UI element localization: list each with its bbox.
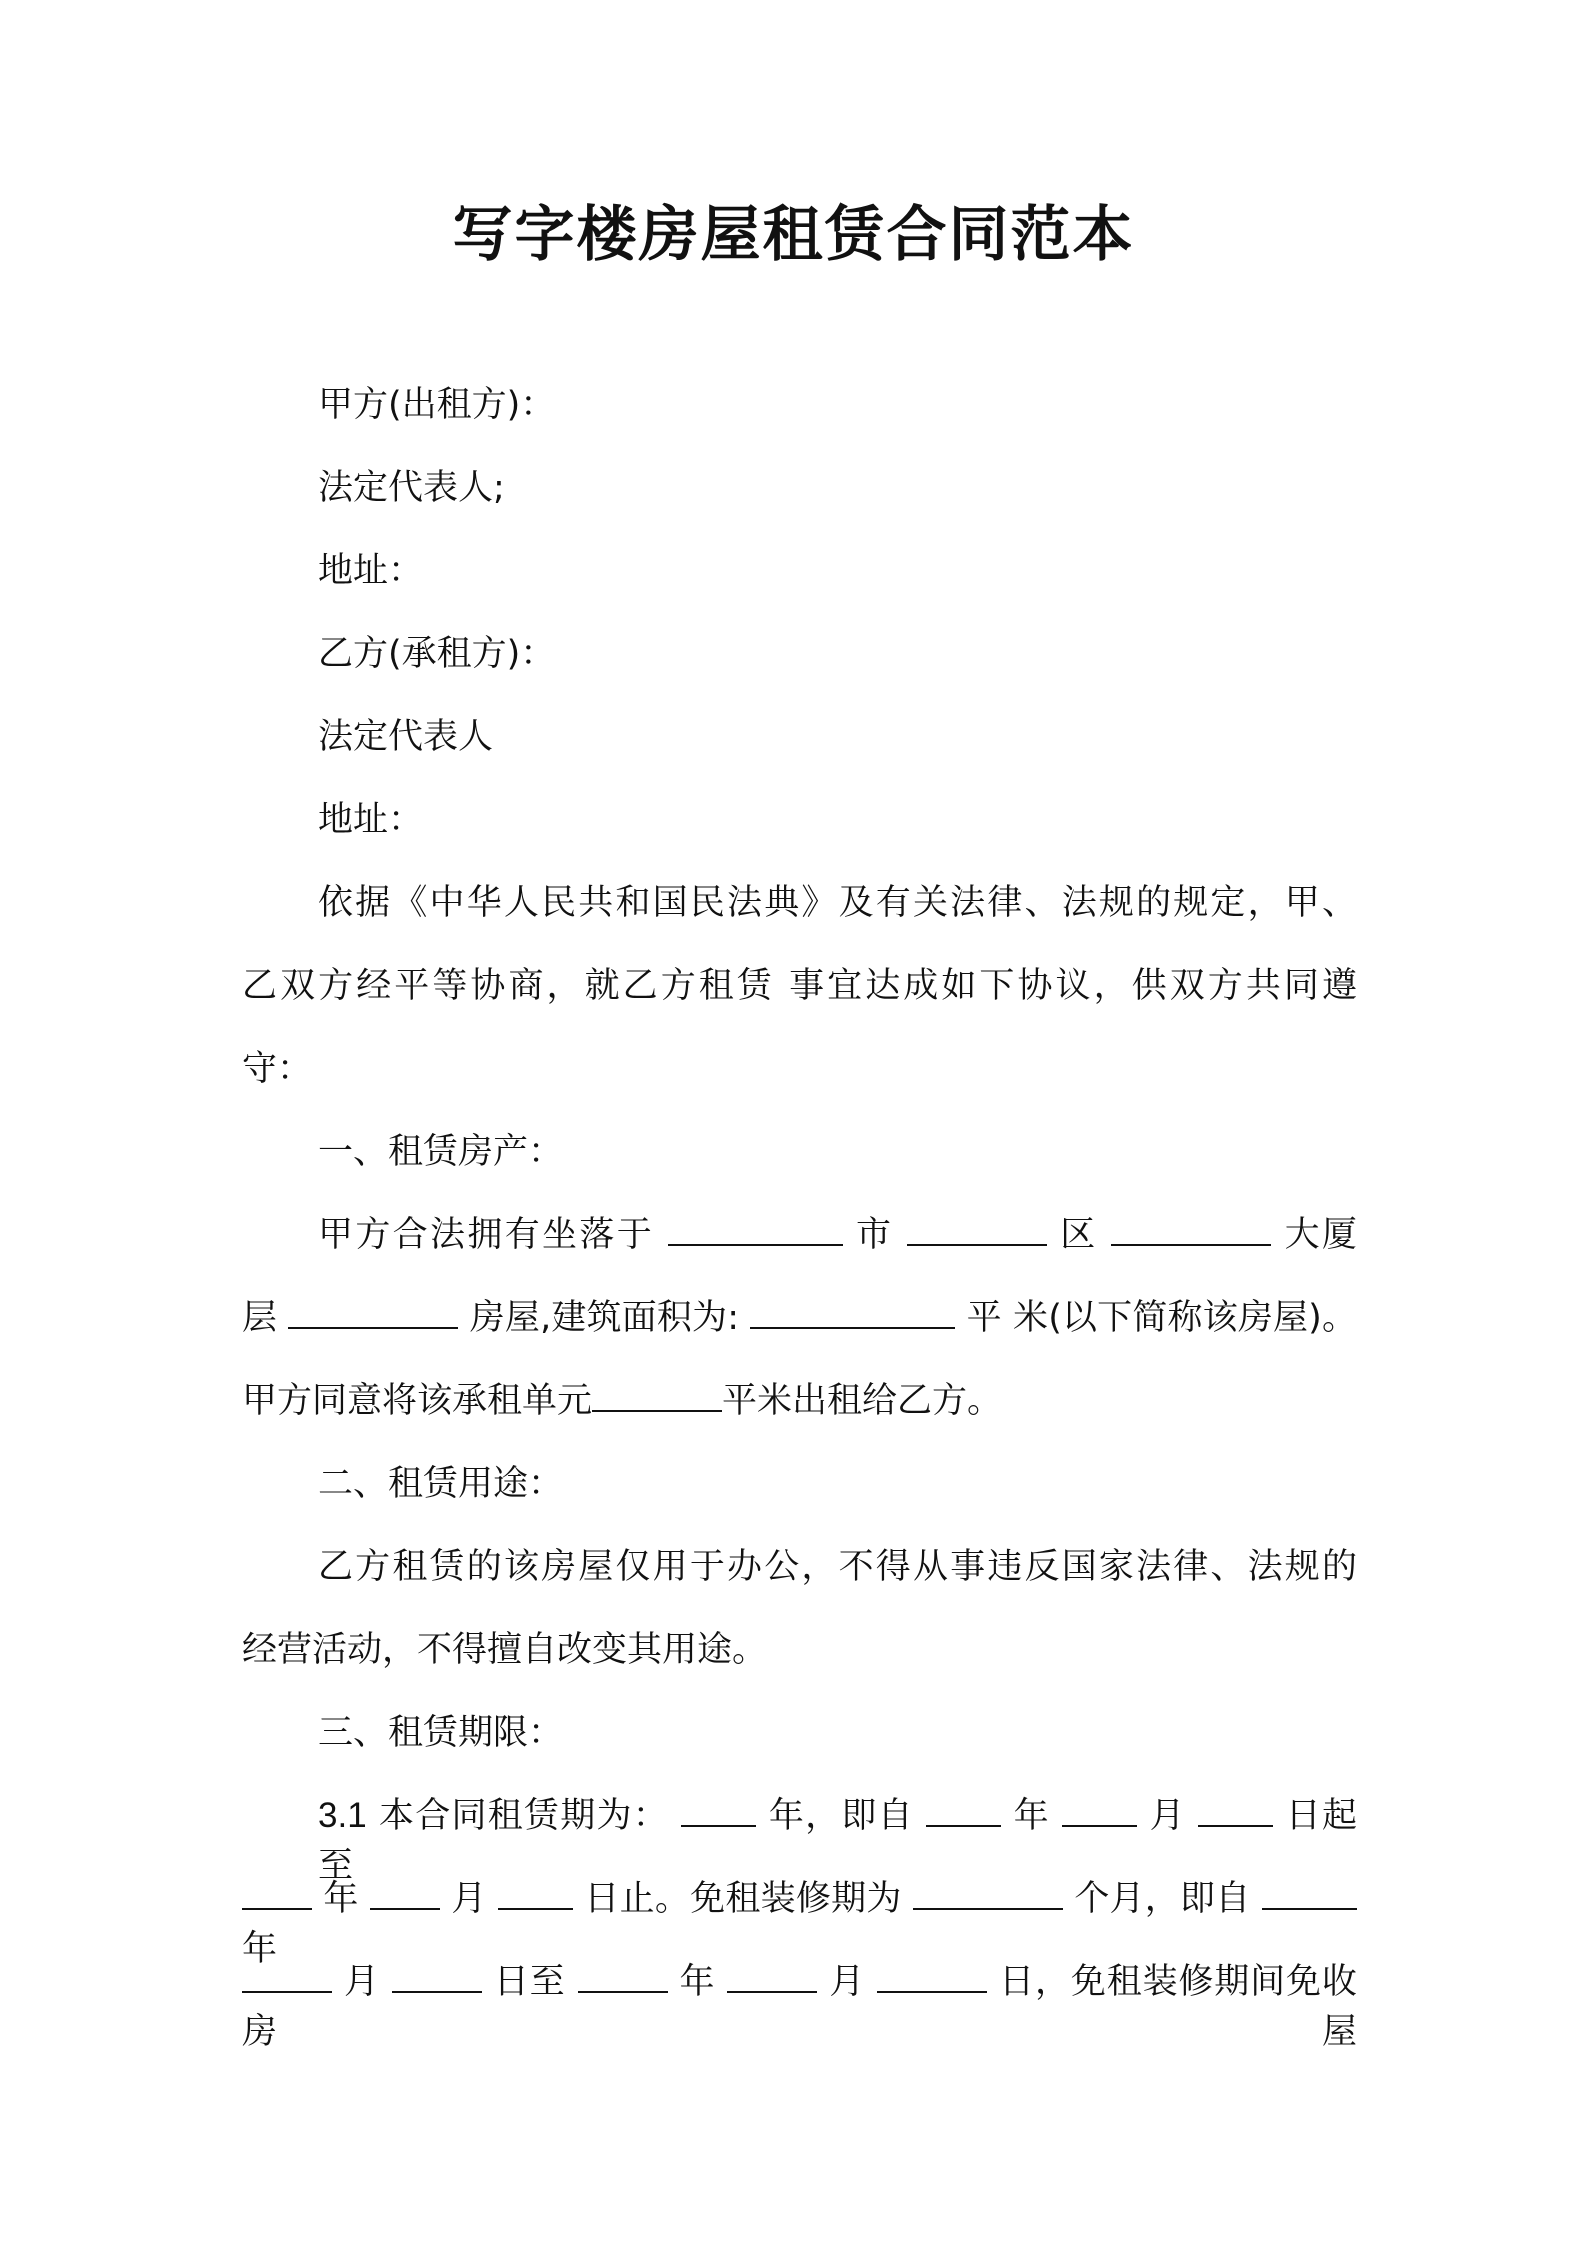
text-segment: 月 bbox=[451, 1879, 498, 1919]
text-segment: 年 bbox=[679, 1962, 716, 2002]
text-segment: 平 米(以下简称该房屋)。 bbox=[966, 1298, 1357, 1338]
intro-line-3: 守： bbox=[242, 1049, 313, 1089]
text-segment: 年 bbox=[1013, 1796, 1050, 1836]
blank-free-end-month bbox=[727, 1957, 817, 1993]
text-segment: 月 bbox=[343, 1962, 380, 2002]
clause-number: 3.1 bbox=[318, 1796, 367, 1835]
blank-city bbox=[668, 1210, 843, 1246]
text-segment: 日，免租装修期间免收房屋 bbox=[242, 1962, 1357, 2052]
party-a-address: 地址： bbox=[318, 551, 424, 591]
blank-district bbox=[907, 1210, 1047, 1246]
blank-end-day bbox=[498, 1874, 573, 1910]
text-segment: 市 bbox=[856, 1215, 894, 1255]
intro-line-2: 乙双方经平等协商，就乙方租赁 事宜达成如下协议，供双方共同遵 bbox=[242, 966, 1357, 1006]
text-segment: 日至 bbox=[493, 1962, 566, 2002]
section-1-line-2 bbox=[242, 1293, 1357, 1343]
blank-free-start-year bbox=[1262, 1874, 1357, 1910]
blank-free-end-year bbox=[578, 1957, 668, 1993]
blank-floor bbox=[288, 1293, 458, 1329]
intro-line-1: 依据《中华人民共和国民法典》及有关法律、法规的规定，甲、 bbox=[318, 883, 1357, 923]
section-2-heading: 二、租赁用途： bbox=[318, 1464, 564, 1504]
section-2-line-2: 经营活动，不得擅自改变其用途。 bbox=[242, 1630, 768, 1670]
section-2-line-1: 乙方租赁的该房屋仅用于办公，不得从事违反国家法律、法规的 bbox=[318, 1547, 1357, 1587]
text-segment: 平米出租给乙方。 bbox=[722, 1381, 1003, 1421]
blank-start-month bbox=[1062, 1791, 1137, 1827]
blank-area bbox=[750, 1293, 955, 1329]
blank-rent-area bbox=[592, 1376, 722, 1412]
text-segment: 月 bbox=[829, 1962, 866, 2002]
blank-free-start-day bbox=[392, 1957, 482, 1993]
blank-free-months bbox=[913, 1874, 1063, 1910]
text-segment: 日止。免租装修期为 bbox=[584, 1879, 902, 1919]
party-a-representative: 法定代表人; bbox=[318, 468, 505, 508]
blank-term-years bbox=[681, 1791, 756, 1827]
document-title: 写字楼房屋租赁合同范本 bbox=[452, 200, 1135, 270]
text-segment: 大厦 bbox=[1284, 1215, 1357, 1255]
section-1-heading: 一、租赁房产： bbox=[318, 1132, 564, 1172]
text-segment: 层 bbox=[242, 1298, 278, 1338]
text-segment: 个月，即自 bbox=[1074, 1879, 1251, 1919]
text-segment: 房屋,建筑面积为: bbox=[469, 1298, 739, 1338]
blank-building bbox=[1111, 1210, 1271, 1246]
blank-free-end-day bbox=[877, 1957, 987, 1993]
text-segment: 年，即自 bbox=[768, 1796, 914, 1836]
party-b-representative: 法定代表人 bbox=[318, 717, 494, 757]
text-segment: 年 bbox=[242, 1929, 278, 1969]
party-b-label: 乙方(承租方)： bbox=[318, 634, 556, 674]
blank-start-year bbox=[926, 1791, 1001, 1827]
section-3-heading: 三、租赁期限： bbox=[318, 1713, 564, 1753]
section-1-line-3 bbox=[242, 1376, 1357, 1426]
party-a-label: 甲方(出租方)： bbox=[318, 385, 556, 425]
text-segment: 本合同租赁期为： bbox=[366, 1796, 670, 1836]
blank-start-day bbox=[1198, 1791, 1273, 1827]
party-b-address: 地址： bbox=[318, 800, 424, 840]
text-segment: 区 bbox=[1060, 1215, 1098, 1255]
text-segment: 月 bbox=[1149, 1796, 1186, 1836]
text-segment: 甲方同意将该承租单元 bbox=[242, 1381, 593, 1421]
section-1-line-1 bbox=[318, 1210, 1357, 1260]
blank-end-month bbox=[370, 1874, 440, 1910]
blank-free-start-month bbox=[242, 1957, 332, 1993]
text-segment: 甲方合法拥有坐落于 bbox=[318, 1215, 655, 1255]
section-3-line-3 bbox=[242, 1957, 1357, 2057]
text-segment: 年 bbox=[323, 1879, 359, 1919]
blank-end-year bbox=[242, 1874, 312, 1910]
text-segment: 日起至 bbox=[318, 1796, 1357, 1886]
